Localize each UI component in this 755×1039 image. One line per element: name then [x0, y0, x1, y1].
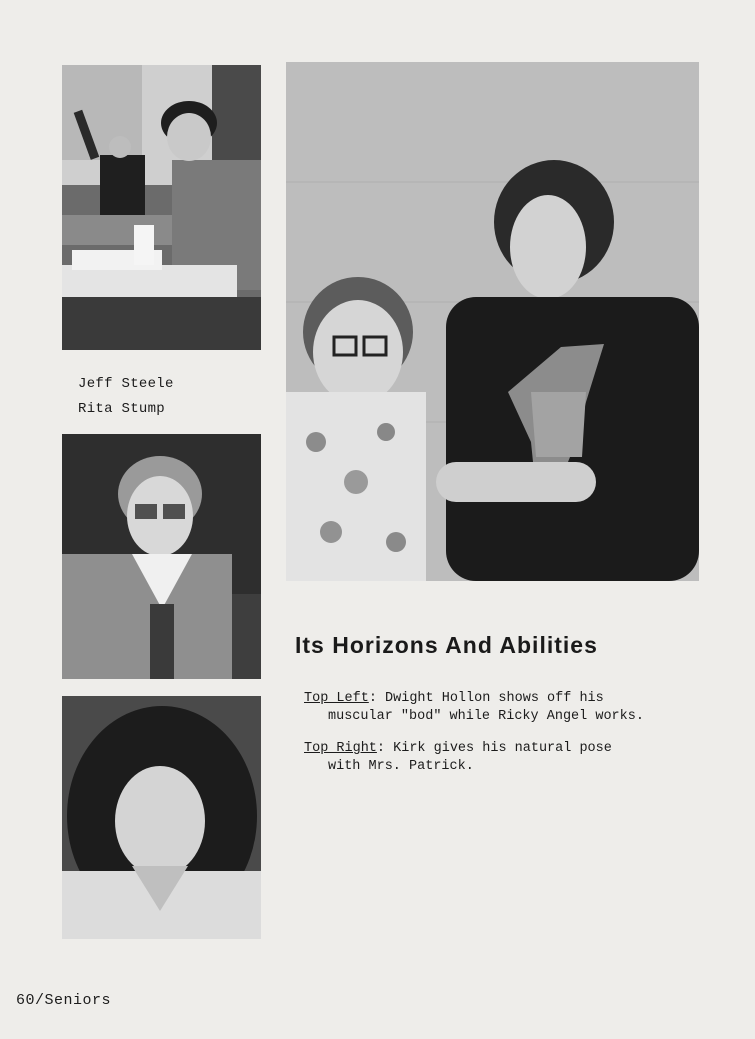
caption-label: Top Left	[304, 691, 369, 706]
caption-text: : Dwight Hollon shows off his	[368, 691, 604, 706]
portrait-jeff-steele	[62, 434, 261, 679]
caption-text: muscular "bod" while Ricky Angel works.	[328, 709, 644, 724]
caption-label: Top Right	[304, 741, 377, 756]
portrait-rita-stump	[62, 696, 261, 939]
photo-kirk-mrs-patrick	[286, 62, 699, 581]
caption-text: with Mrs. Patrick.	[328, 759, 474, 774]
name-jeff-steele: Jeff Steele	[78, 376, 174, 392]
page-folio: 60/Seniors	[16, 992, 112, 1009]
caption-top-right	[304, 740, 704, 776]
page-headline: Its Horizons And Abilities	[295, 632, 598, 658]
caption-top-left	[304, 690, 704, 726]
photo-classroom	[62, 65, 261, 350]
name-rita-stump: Rita Stump	[78, 401, 166, 417]
portrait-names	[78, 372, 174, 422]
caption-text: : Kirk gives his natural pose	[376, 741, 612, 756]
photo-captions	[304, 690, 704, 790]
